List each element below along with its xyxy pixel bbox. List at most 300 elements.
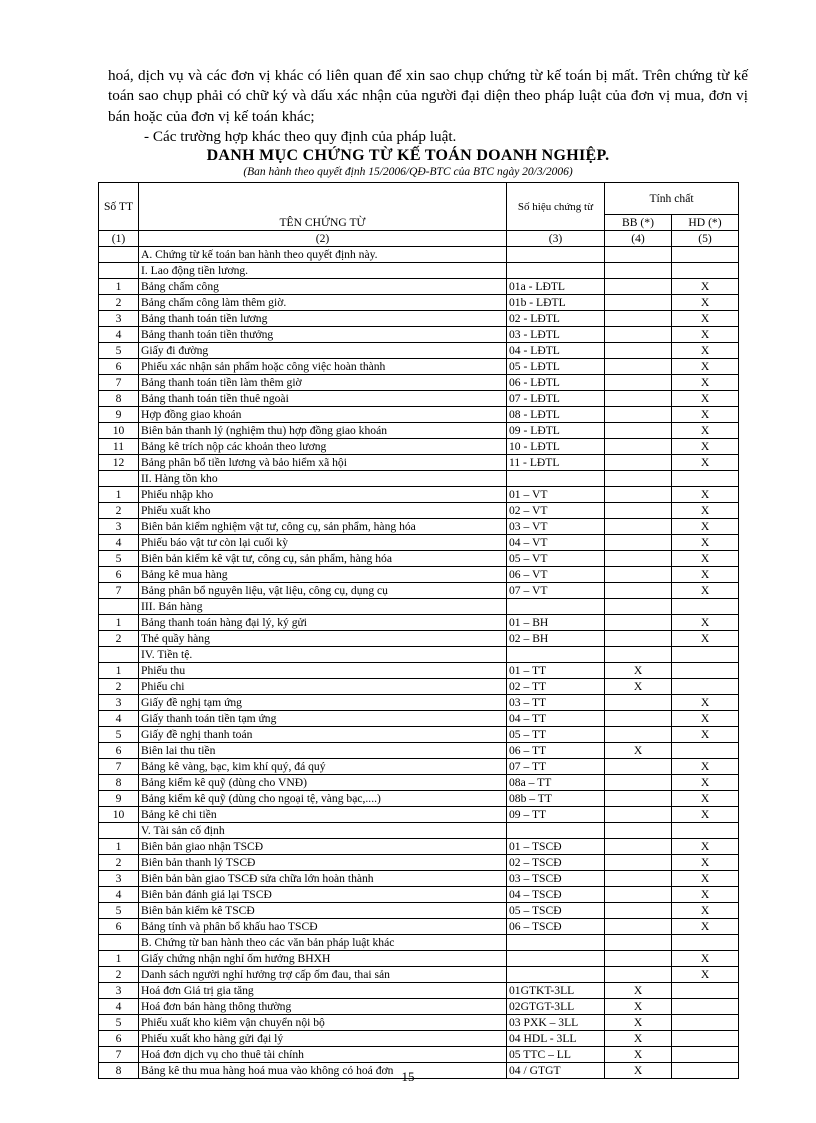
cell-stt: 4 [99,887,139,903]
cell-code: 01 – BH [507,615,605,631]
cell-code [507,823,605,839]
table-row [99,327,739,343]
cell-bb [605,311,672,327]
cell-name: V. Tài sản cố định [139,823,507,839]
cell-code: 08b – TT [507,791,605,807]
cell-code: 03 - LĐTL [507,327,605,343]
cell-name: Phiếu xuất kho [139,503,507,519]
cell-bb [605,727,672,743]
cell-stt: 7 [99,759,139,775]
cell-stt: 3 [99,695,139,711]
cell-code [507,471,605,487]
cell-code: 02 – TSCĐ [507,855,605,871]
cell-hd: X [672,519,739,535]
table-row [99,727,739,743]
cell-code: 11 - LĐTL [507,455,605,471]
cell-code: 03 – TSCĐ [507,871,605,887]
table-row [99,295,739,311]
cell-stt: 11 [99,439,139,455]
cell-name: Hoá đơn Giá trị gia tăng [139,983,507,999]
cell-code: 03 – VT [507,519,605,535]
cell-stt: 3 [99,311,139,327]
cell-hd: X [672,311,739,327]
table-row [99,695,739,711]
table-row [99,1047,739,1063]
cell-code: 03 – TT [507,695,605,711]
cell-code: 03 PXK – 3LL [507,1015,605,1031]
cell-name: II. Hàng tồn kho [139,471,507,487]
cell-stt: 2 [99,295,139,311]
intro-line-1: hoá, dịch vụ và các đơn vị khác có liên quan để xin sao chụp chứng từ kế toán bị mất. Trên chứng từ kế toán sao chụp phải có chữ ký và dấu xác nhận của người đại diện theo pháp luật của đơn vị mua, đơn vị bán hoặc của đơn vị kế toán khác; [108,67,748,125]
cell-hd: X [672,343,739,359]
cell-name: A. Chứng từ kế toán ban hành theo quyết định này. [139,247,507,263]
table-row [99,631,739,647]
cell-name: Biên bản kiểm kê TSCĐ [139,903,507,919]
cell-code: 06 – TT [507,743,605,759]
table-row [99,711,739,727]
cell-name: Giấy đề nghị tạm ứng [139,695,507,711]
header-num-4: (4) [605,231,672,247]
cell-name: Biên bản giao nhận TSCĐ [139,839,507,855]
cell-stt: 2 [99,631,139,647]
cell-hd: X [672,567,739,583]
cell-name: Bảng kê trích nộp các khoản theo lương [139,439,507,455]
cell-code: 01 – VT [507,487,605,503]
cell-hd: X [672,583,739,599]
cell-name: Bảng kiểm kê quỹ (dùng cho ngoại tệ, vàng bạc,....) [139,791,507,807]
cell-name: Biên bản thanh lý TSCĐ [139,855,507,871]
cell-code [507,935,605,951]
table-row [99,823,739,839]
cell-hd: X [672,423,739,439]
cell-stt: 5 [99,1015,139,1031]
cell-name: Biên bản kiểm nghiệm vật tư, công cụ, sản phẩm, hàng hóa [139,519,507,535]
cell-code: 04 - LĐTL [507,343,605,359]
cell-hd: X [672,871,739,887]
cell-code: 07 – VT [507,583,605,599]
cell-hd: X [672,551,739,567]
header-num-2: (2) [139,231,507,247]
cell-bb [605,551,672,567]
cell-hd: X [672,919,739,935]
table-row [99,343,739,359]
cell-hd [672,935,739,951]
cell-name: Hợp đồng giao khoán [139,407,507,423]
cell-bb [605,711,672,727]
cell-bb [605,839,672,855]
header-hd: HD (*) [672,215,739,231]
cell-bb [605,567,672,583]
cell-name: Biên bản kiểm kê vật tư, công cụ, sản phẩm, hàng hóa [139,551,507,567]
header-num-5: (5) [672,231,739,247]
cell-code: 06 – TSCĐ [507,919,605,935]
cell-code [507,647,605,663]
cell-hd: X [672,951,739,967]
cell-bb [605,583,672,599]
header-code: Số hiệu chứng từ [507,183,605,231]
cell-code: 01a - LĐTL [507,279,605,295]
cell-hd: X [672,695,739,711]
cell-bb [605,775,672,791]
cell-bb [605,263,672,279]
cell-code: 04 – TSCĐ [507,887,605,903]
cell-bb [605,919,672,935]
cell-stt: 5 [99,903,139,919]
cell-bb [605,951,672,967]
cell-name: Phiếu xác nhận sản phẩm hoặc công việc hoàn thành [139,359,507,375]
table-row [99,887,739,903]
cell-stt [99,471,139,487]
cell-name: Hoá đơn dịch vụ cho thuê tài chính [139,1047,507,1063]
cell-hd: X [672,839,739,855]
cell-hd: X [672,759,739,775]
cell-code: 06 - LĐTL [507,375,605,391]
cell-stt: 2 [99,679,139,695]
cell-stt: 4 [99,327,139,343]
cell-code: 04 – TT [507,711,605,727]
cell-hd [672,663,739,679]
cell-bb [605,647,672,663]
cell-code [507,599,605,615]
table-row [99,855,739,871]
cell-stt: 7 [99,583,139,599]
cell-bb: X [605,983,672,999]
table-row [99,679,739,695]
cell-stt [99,263,139,279]
cell-stt: 8 [99,775,139,791]
cell-code: 09 - LĐTL [507,423,605,439]
cell-hd: X [672,375,739,391]
cell-name: Bảng thanh toán hàng đại lý, ký gửi [139,615,507,631]
table-row [99,263,739,279]
cell-stt: 12 [99,455,139,471]
cell-stt: 1 [99,615,139,631]
cell-stt [99,935,139,951]
cell-hd [672,983,739,999]
table-row [99,455,739,471]
table-row [99,967,739,983]
header-nature: Tính chất [605,183,739,215]
cell-hd: X [672,503,739,519]
cell-bb [605,599,672,615]
cell-name: Bảng phân bổ nguyên liệu, vật liệu, công cụ, dụng cụ [139,583,507,599]
cell-code: 08 - LĐTL [507,407,605,423]
cell-hd: X [672,711,739,727]
cell-code: 04 / GTGT [507,1063,605,1079]
table-row [99,423,739,439]
cell-code: 05 – VT [507,551,605,567]
table-row [99,599,739,615]
table-row [99,839,739,855]
cell-stt: 3 [99,983,139,999]
table-row [99,871,739,887]
cell-bb [605,503,672,519]
cell-hd [672,1047,739,1063]
cell-name: Bảng kê chi tiền [139,807,507,823]
cell-name: Phiếu nhập kho [139,487,507,503]
cell-name: Bảng kê vàng, bạc, kim khí quý, đá quý [139,759,507,775]
cell-code: 10 - LĐTL [507,439,605,455]
table-row [99,551,739,567]
cell-name: Phiếu chi [139,679,507,695]
cell-code: 05 – TT [507,727,605,743]
cell-bb [605,535,672,551]
cell-name: Biên bản thanh lý (nghiệm thu) hợp đồng giao khoán [139,423,507,439]
table-row [99,583,739,599]
cell-hd: X [672,615,739,631]
cell-code: 09 – TT [507,807,605,823]
cell-stt [99,599,139,615]
cell-stt: 1 [99,663,139,679]
cell-bb [605,375,672,391]
cell-name: Phiếu xuất kho hàng gửi đại lý [139,1031,507,1047]
cell-stt: 9 [99,791,139,807]
cell-bb: X [605,679,672,695]
cell-name: Giấy thanh toán tiền tạm ứng [139,711,507,727]
cell-bb [605,615,672,631]
cell-code: 05 – TSCĐ [507,903,605,919]
table-row [99,919,739,935]
table-row [99,279,739,295]
cell-hd: X [672,279,739,295]
cell-name: Bảng chấm công [139,279,507,295]
cell-code: 02 – VT [507,503,605,519]
cell-code [507,247,605,263]
cell-code: 02 – BH [507,631,605,647]
cell-stt: 10 [99,423,139,439]
cell-bb [605,935,672,951]
cell-stt: 6 [99,1031,139,1047]
cell-hd: X [672,535,739,551]
table-row [99,743,739,759]
cell-name: Bảng chấm công làm thêm giờ. [139,295,507,311]
cell-stt: 4 [99,999,139,1015]
cell-bb [605,967,672,983]
cell-stt: 3 [99,871,139,887]
cell-bb: X [605,1063,672,1079]
cell-name: Danh sách người nghỉ hưởng trợ cấp ốm đau, thai sản [139,967,507,983]
cell-name: Bảng thanh toán tiền lương [139,311,507,327]
cell-name: Giấy đề nghị thanh toán [139,727,507,743]
cell-stt [99,823,139,839]
cell-hd [672,647,739,663]
cell-bb [605,823,672,839]
cell-bb [605,247,672,263]
cell-hd: X [672,727,739,743]
cell-stt: 8 [99,391,139,407]
cell-hd: X [672,775,739,791]
cell-name: Bảng kê thu mua hàng hoá mua vào không có hoá đơn [139,1063,507,1079]
table-row [99,567,739,583]
cell-stt: 10 [99,807,139,823]
cell-code: 01GTKT-3LL [507,983,605,999]
cell-code: 01 – TSCĐ [507,839,605,855]
cell-hd: X [672,967,739,983]
header-num-1: (1) [99,231,139,247]
table-row [99,999,739,1015]
cell-hd: X [672,631,739,647]
cell-bb: X [605,743,672,759]
table-row [99,791,739,807]
cell-code: 07 – TT [507,759,605,775]
cell-bb: X [605,1015,672,1031]
table-row [99,471,739,487]
cell-bb [605,631,672,647]
cell-hd: X [672,455,739,471]
cell-stt: 5 [99,727,139,743]
table-row [99,775,739,791]
cell-name: IV. Tiền tệ. [139,647,507,663]
table-row [99,759,739,775]
cell-bb [605,439,672,455]
document-list-table [98,182,739,1079]
cell-bb [605,759,672,775]
cell-stt: 6 [99,567,139,583]
cell-code: 06 – VT [507,567,605,583]
cell-stt: 1 [99,839,139,855]
cell-code [507,263,605,279]
table-row [99,807,739,823]
cell-stt: 6 [99,919,139,935]
table-row [99,1031,739,1047]
cell-code: 05 TTC – LL [507,1047,605,1063]
cell-bb: X [605,1031,672,1047]
cell-hd [672,1031,739,1047]
cell-bb [605,903,672,919]
cell-code: 01 – TT [507,663,605,679]
cell-hd: X [672,807,739,823]
intro-line-2: - Các trường hợp khác theo quy định của pháp luật. [144,127,457,145]
cell-hd: X [672,903,739,919]
cell-hd: X [672,791,739,807]
cell-name: Hoá đơn bán hàng thông thường [139,999,507,1015]
cell-bb: X [605,1047,672,1063]
cell-code: 02 – TT [507,679,605,695]
cell-bb [605,391,672,407]
table-row [99,935,739,951]
cell-bb [605,519,672,535]
cell-stt [99,247,139,263]
cell-name: Bảng tính và phân bổ khấu hao TSCĐ [139,919,507,935]
cell-stt: 3 [99,519,139,535]
cell-stt: 4 [99,535,139,551]
cell-stt: 8 [99,1063,139,1079]
cell-bb [605,471,672,487]
table-row [99,1015,739,1031]
cell-hd: X [672,855,739,871]
cell-stt: 9 [99,407,139,423]
cell-bb [605,855,672,871]
cell-name: Bảng thanh toán tiền thuê ngoài [139,391,507,407]
cell-code [507,967,605,983]
cell-code: 04 HDL - 3LL [507,1031,605,1047]
cell-hd [672,743,739,759]
cell-bb [605,279,672,295]
cell-name: I. Lao động tiền lương. [139,263,507,279]
cell-name: Bảng kiểm kê quỹ (dùng cho VNĐ) [139,775,507,791]
header-name: TÊN CHỨNG TỪ [139,183,507,231]
cell-stt: 5 [99,551,139,567]
table-row [99,359,739,375]
cell-hd [672,247,739,263]
header-bb: BB (*) [605,215,672,231]
cell-code: 04 – VT [507,535,605,551]
cell-name: Bảng kê mua hàng [139,567,507,583]
table-row [99,311,739,327]
cell-stt: 5 [99,343,139,359]
table-row [99,519,739,535]
cell-hd: X [672,887,739,903]
cell-name: Phiếu xuất kho kiêm vận chuyển nội bộ [139,1015,507,1031]
cell-hd [672,679,739,695]
header-num-3: (3) [507,231,605,247]
cell-bb [605,695,672,711]
cell-hd: X [672,359,739,375]
cell-name: Bảng thanh toán tiền làm thêm giờ [139,375,507,391]
cell-hd: X [672,487,739,503]
table-row [99,407,739,423]
cell-code: 01b - LĐTL [507,295,605,311]
cell-hd [672,263,739,279]
cell-name: Phiếu thu [139,663,507,679]
cell-bb: X [605,999,672,1015]
cell-name: Bảng thanh toán tiền thưởng [139,327,507,343]
cell-stt: 7 [99,375,139,391]
cell-stt: 2 [99,967,139,983]
cell-bb [605,487,672,503]
cell-name: Thẻ quầy hàng [139,631,507,647]
cell-bb [605,407,672,423]
cell-hd [672,999,739,1015]
cell-bb [605,327,672,343]
table-row [99,375,739,391]
table-row [99,535,739,551]
cell-stt: 1 [99,487,139,503]
cell-code: 02GTGT-3LL [507,999,605,1015]
cell-hd [672,823,739,839]
cell-bb: X [605,663,672,679]
cell-bb [605,295,672,311]
cell-stt: 1 [99,951,139,967]
cell-bb [605,343,672,359]
cell-code [507,951,605,967]
cell-name: Phiếu báo vật tư còn lại cuối kỳ [139,535,507,551]
cell-code: 02 - LĐTL [507,311,605,327]
document-subtitle: (Ban hành theo quyết định 15/2006/QĐ-BTC của BTC ngày 20/3/2006) [243,166,573,178]
table-row [99,951,739,967]
table-row [99,247,739,263]
table-row [99,503,739,519]
cell-name: Biên bản bàn giao TSCĐ sửa chữa lớn hoàn thành [139,871,507,887]
cell-stt: 7 [99,1047,139,1063]
cell-bb [605,887,672,903]
header-stt: Số TT [99,183,139,231]
cell-stt: 2 [99,855,139,871]
cell-code: 05 - LĐTL [507,359,605,375]
table-row [99,903,739,919]
table-row [99,391,739,407]
cell-stt: 6 [99,359,139,375]
intro-text [108,66,748,147]
cell-hd: X [672,391,739,407]
table-row [99,647,739,663]
cell-hd: X [672,439,739,455]
table-row [99,487,739,503]
cell-name: Bảng phân bổ tiền lương và bảo hiểm xã hội [139,455,507,471]
table-row [99,663,739,679]
cell-stt: 6 [99,743,139,759]
cell-stt: 2 [99,503,139,519]
